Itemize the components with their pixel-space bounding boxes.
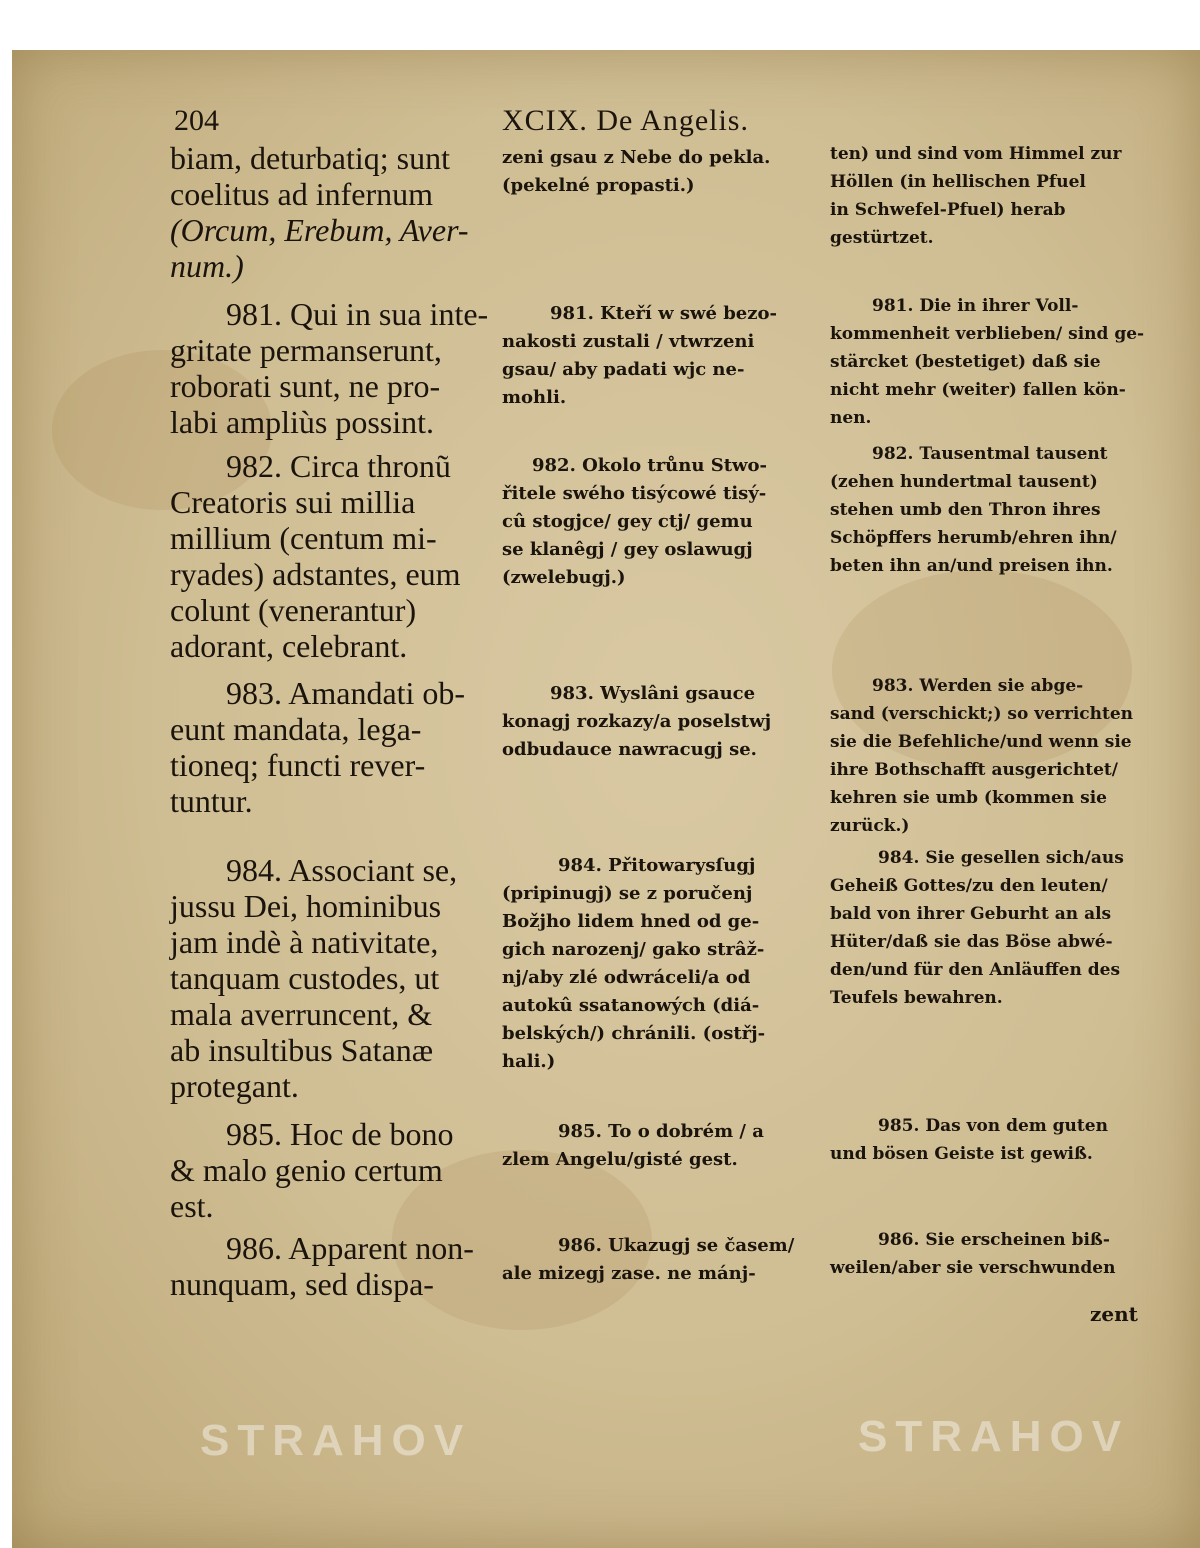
german-entry-983: 983. Werden sie abge- sand (verschickt;) so verrichten sie die Befehliche/und wenn sie ihre Bothschafft ausgerichtet/ kehren sie umb (kommen sie zurück.) <box>830 676 1134 836</box>
czech-entry-984: 984. Přitowarysſugj (pripinugj) se z poručenj Božjho lidem hned od ge- gich narozenj/ gako strâž- nj/aby zlé odwráceli/a od autokû ssatanowých (diá- belských/) chránili. (ostřj- hali.) <box>502 855 766 1072</box>
czech-lead: zeni gsau z Nebe do pekla. (pekelné propasti.) <box>502 147 771 196</box>
german-entry-982: 982. Tausentmal tausent (zehen hundertmal tausent) stehen umb den Thron ihres Schöpffers herumb/ehren ihn/ beten ihn an/und preisen ihn. <box>830 444 1117 576</box>
page-number: 204 <box>174 104 219 137</box>
latin-entry-985: 985. Hoc de bono & malo genio certum est. <box>170 1116 454 1224</box>
book-page <box>12 50 1200 1548</box>
czech-entry-983: 983. Wyslâni gsauce konagj rozkazy/a poselstwj odbudauce nawracugj se. <box>502 683 772 760</box>
czech-entry-986: 986. Ukazugj se časem/ ale mizegj zase. ne mánj- <box>502 1235 795 1284</box>
czech-entry-985: 985. To o dobrém / a zlem Angelu/gisté gest. <box>502 1121 764 1170</box>
german-entry-986: 986. Sie erscheinen biß- weilen/aber sie verschwunden <box>830 1230 1116 1278</box>
latin-lead: biam, deturbatiq; sunt coelitus ad infernum (Orcum, Erebum, Aver- num.) <box>170 140 469 284</box>
czech-entry-982: 982. Okolo trůnu Stwo- řitele swého tisýcowé tisý- cû stogjce/ gey ctj/ gemu se klanêgj / gey oslawugj (zwelebugj.) <box>502 455 767 588</box>
catchword: zent <box>1090 1302 1138 1326</box>
german-lead: ten) und sind vom Himmel zur Höllen (in hellischen Pfuel in Schwefel-Pfuel) herab gestürtzet. <box>830 144 1122 248</box>
watermark-left: STRAHOV <box>200 1416 472 1465</box>
czech-entry-981: 981. Kteří w swé bezo- nakosti zustali / vtwrzeni gsau/ aby padati wjc ne- mohli. <box>502 303 777 408</box>
german-entry-984: 984. Sie gesellen sich/aus Geheiß Gottes/zu den leuten/ bald von ihrer Geburht an als Hüter/daß sie das Böse abwé- den/und für den Anläuffen des Teufels bewahren. <box>830 848 1124 1008</box>
latin-entry-986: 986. Apparent non- nunquam, sed dispa- <box>170 1230 474 1302</box>
running-title: XCIX. De Angelis. <box>502 104 749 137</box>
watermark-right: STRAHOV <box>858 1412 1130 1461</box>
page-header <box>12 104 1200 144</box>
latin-entry-982: 982. Circa thronũ Creatoris sui millia millium (centum mi- ryades) adstantes, eum colunt (venerantur) adorant, celebrant. <box>170 448 461 664</box>
latin-entry-981: 981. Qui in sua inte- gritate permanserunt, roborati sunt, ne pro- labi ampliùs possint. <box>170 296 489 440</box>
latin-entry-984: 984. Associant se, jussu Dei, hominibus jam indè à nativitate, tanquam custodes, ut mala averruncent, & ab insultibus Satanæ protegant. <box>170 852 458 1104</box>
german-entry-985: 985. Das von dem guten und bösen Geiste ist gewiß. <box>830 1116 1108 1164</box>
german-entry-981: 981. Die in ihrer Voll- kommenheit verblieben/ sind ge- stärcket (bestetiget) daß sie nicht mehr (weiter) fallen kön- nen. <box>830 296 1145 428</box>
latin-entry-983: 983. Amandati ob- eunt mandata, lega- tioneq; functi rever- tuntur. <box>170 675 466 819</box>
